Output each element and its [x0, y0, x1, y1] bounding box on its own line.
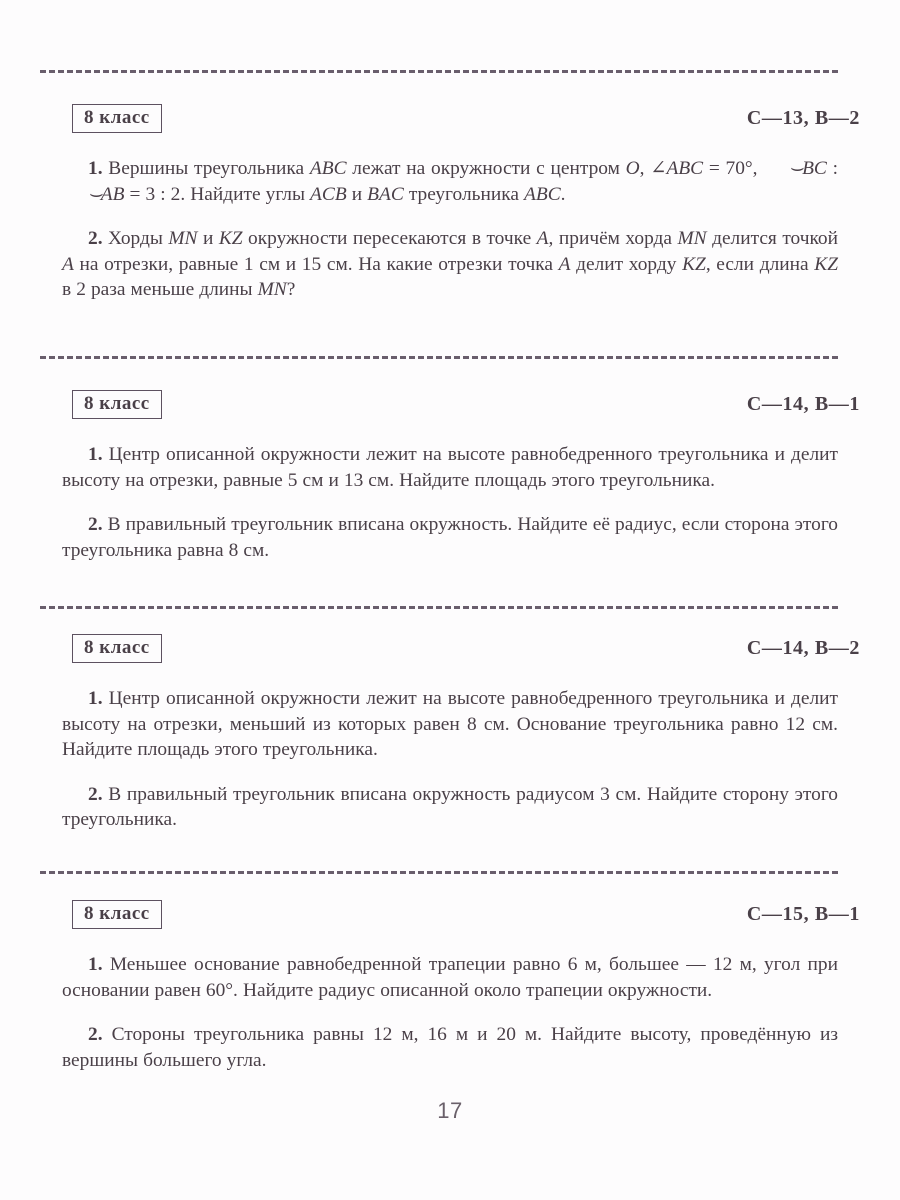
task-item	[62, 442, 838, 493]
math-identifier: MN	[257, 279, 287, 300]
page-number: 17	[437, 1098, 463, 1123]
math-identifier: O	[625, 158, 640, 179]
task-item	[62, 1022, 838, 1073]
section-header	[40, 900, 860, 930]
exercise-section	[0, 900, 900, 1073]
section-header	[40, 390, 860, 420]
arc-symbol: ⌣	[790, 158, 805, 179]
task-item	[62, 226, 838, 303]
section-header	[40, 634, 860, 664]
math-identifier: ACB	[310, 183, 347, 205]
task-number: 2.	[88, 514, 103, 535]
math-identifier: MN	[677, 228, 707, 249]
grade-badge: 8 класс	[72, 390, 162, 419]
math-identifier: A	[536, 228, 549, 249]
task-text: В правильный треугольник вписана окружность. Найдите её радиус, если сторона этого треугольника равна 8 см.	[62, 514, 838, 561]
math-identifier: ABC	[309, 158, 347, 179]
grade-badge: 8 класс	[72, 900, 162, 929]
math-identifier: ABC	[524, 183, 561, 205]
section-separator	[40, 356, 838, 359]
variant-code: С—15, В—1	[746, 903, 860, 925]
task-list	[62, 686, 838, 833]
task-number: 1.	[88, 954, 103, 975]
task-text: Центр описанной окружности лежит на высоте равнобедренного треугольника и делит высоту на отрезки, меньший из которых равен 8 см. Основание треугольника равно 12 см. Найдите площадь этого треугольника.	[62, 688, 838, 760]
math-identifier: ABC	[666, 158, 704, 179]
exercise-section	[0, 104, 900, 303]
grade-badge: 8 класс	[72, 634, 162, 663]
exercise-section	[0, 390, 900, 563]
task-item	[62, 686, 838, 763]
variant-code: С—14, В—1	[746, 393, 860, 415]
section-header	[40, 104, 860, 134]
exercise-section	[0, 634, 900, 833]
task-number: 1.	[88, 158, 103, 179]
task-item	[62, 952, 838, 1003]
variant-code: С—13, В—2	[746, 107, 860, 129]
math-identifier: KZ	[682, 253, 706, 275]
task-list	[62, 952, 838, 1073]
math-identifier: KZ	[814, 253, 838, 275]
math-identifier: A	[62, 253, 74, 275]
task-list	[62, 442, 838, 563]
task-item	[62, 156, 838, 207]
task-text: В правильный треугольник вписана окружность радиусом 3 см. Найдите сторону этого треугольника.	[62, 783, 838, 830]
variant-code: С—14, В—2	[746, 637, 860, 659]
task-number: 2.	[88, 1024, 103, 1045]
task-number: 1.	[88, 688, 103, 709]
task-text: Меньшее основание равнобедренной трапеции равно 6 м, большее — 12 м, угол при основании равен 60°. Найдите радиус описанной около трапеции окружности.	[62, 954, 838, 1001]
math-identifier: BAC	[367, 183, 404, 205]
task-text: Хорды MN и KZ окружности пересекаются в точке A, причём хорда MN делится точкой A на отрезки, равные 1 см и 15 см. На какие отрезки точка A делит хорду KZ, если длина KZ в 2 раза меньше длины MN?	[62, 228, 839, 300]
math-identifier: AB	[100, 183, 125, 205]
task-list	[62, 156, 838, 303]
task-number: 2.	[88, 783, 103, 805]
section-separator	[40, 606, 838, 609]
section-separator	[40, 70, 838, 73]
math-identifier: MN	[168, 228, 198, 249]
section-separator	[40, 871, 838, 874]
math-identifier: A	[558, 253, 571, 275]
task-number: 2.	[88, 228, 103, 249]
task-item	[62, 782, 838, 833]
grade-badge: 8 класс	[72, 104, 162, 133]
task-text: Стороны треугольника равны 12 м, 16 м и 20 м. Найдите высоту, проведённую из вершины большего угла.	[62, 1024, 838, 1071]
task-text: Вершины треугольника ABC лежат на окружности с центром O, ∠ABC = 70°, ⌣BC : ⌣AB = 3 : 2. Найдите углы ACB и BAC треугольника ABC.	[62, 158, 838, 205]
math-identifier: BC	[802, 158, 827, 179]
task-text: Центр описанной окружности лежит на высоте равнобедренного треугольника и делит высоту на отрезки, равные 5 см и 13 см. Найдите площадь этого треугольника.	[62, 444, 838, 491]
arc-symbol: ⌣	[88, 183, 104, 205]
math-identifier: KZ	[218, 228, 243, 249]
task-number: 1.	[88, 444, 103, 465]
task-item	[62, 512, 838, 563]
